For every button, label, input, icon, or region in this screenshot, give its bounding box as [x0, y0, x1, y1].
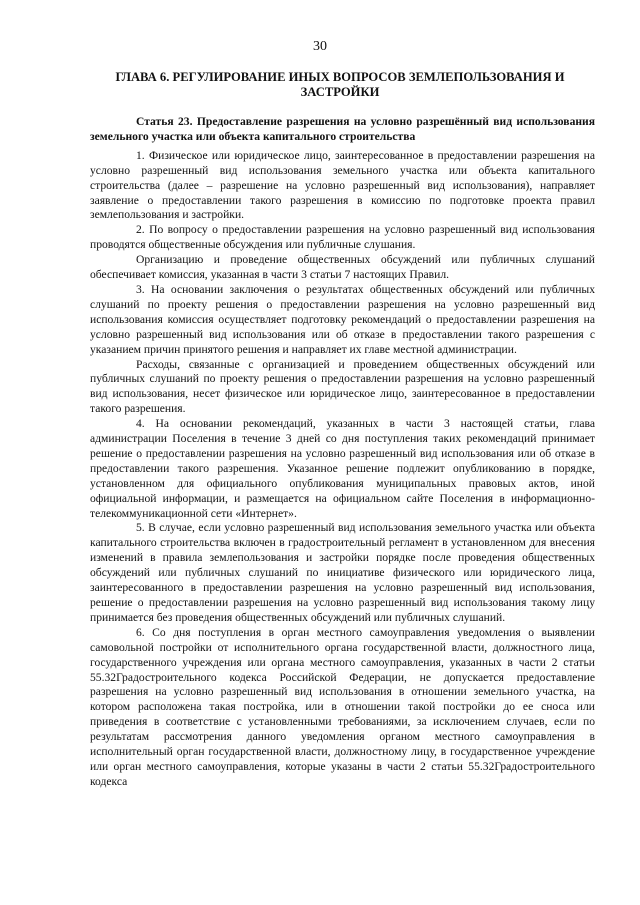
paragraph: 6. Со дня поступления в орган местного самоуправления уведомления о выявлении самовольной постройки от исполнительного органа государственной власти, должностного лица, государственного учреждения или органа местного самоуправления, указанных в части 2 статьи 55.32Градостроительного кодекса Российской Федерации, не допускается предоставление разрешения на условно разрешенный вид использования в отношении земельного участка, на котором расположена такая постройка, или в отношении такой постройки до ее сноса или приведения в соответствие с установленными требованиями, за исключением случаев, если по результатам рассмотрения данного уведомления органом местного самоуправления в исполнительный орган государственной власти, должностному лицу, в государственное учреждение или орган местного самоуправления, которые указаны в части 2 статьи 55.32Градостроительного кодекса: [90, 625, 595, 788]
paragraph: 5. В случае, если условно разрешенный вид использования земельного участка или объекта капитального строительства включен в градостроительный регламент в установленном для внесения изменений в правила землепользования и застройки порядке после проведения общественных обсуждений или публичных слушаний по инициативе физического или юридического лица, заинтересованного в предоставлении разрешения на условно разрешенный вид использования, решение о предоставлении разрешения на условно разрешенный вид использования такому лицу принимается без проведения общественных обсуждений или публичных слушаний.: [90, 521, 595, 624]
paragraph: 2. По вопросу о предоставлении разрешения на условно разрешенный вид использования проводятся общественные обсуждения или публичные слушания.: [90, 223, 595, 252]
paragraph: Расходы, связанные с организацией и проведением общественных обсуждений или публичных слушаний по проекту решения о предоставлении разрешения на условно разрешенный вид использования, несет физическое или юридическое лицо, заинтересованное в предоставлении такого разрешения.: [90, 357, 595, 416]
chapter-title: ГЛАВА 6. РЕГУЛИРОВАНИЕ ИНЫХ ВОПРОСОВ ЗЕМЛЕПОЛЬЗОВАНИЯ И ЗАСТРОЙКИ: [115, 70, 565, 99]
document-body: [90, 115, 595, 790]
paragraph: 4. На основании рекомендаций, указанных в части 3 настоящей статьи, глава администрации Поселения в течение 3 дней со дня поступления таких рекомендаций принимает решение о предоставлении разрешения на условно разрешенный вид использования или об отказе в предоставлении такого разрешения. Указанное решение подлежит опубликованию в порядке, установленном для официального опубликования муниципальных правовых актов, иной официальной информации, и размещается на официальном сайте Поселения в информационно-телекоммуникационной сети «Интернет».: [90, 417, 595, 520]
paragraph: Организацию и проведение общественных обсуждений или публичных слушаний обеспечивает комиссия, указанная в части 3 статьи 7 настоящих Правил.: [90, 253, 595, 282]
paragraph: 3. На основании заключения о результатах общественных обсуждений или публичных слушаний по проекту решения о предоставлении разрешения на условно разрешенный вид использования комиссия осуществляет подготовку рекомендаций о предоставлении разрешения на условно разрешенный вид использования или об отказе в предоставлении такого разрешения с указанием причин принятого решения и направляет их главе местной администрации.: [90, 282, 595, 356]
article-title: Статья 23. Предоставление разрешения на условно разрешённый вид использования земельного участка или объекта капитального строительства: [90, 115, 595, 143]
paragraph: 1. Физическое или юридическое лицо, заинтересованное в предоставлении разрешения на условно разрешенный вид использования земельного участка или объекта капитального строительства (далее – разрешение на условно разрешенный вид использования), направляет заявление о предоставлении такого разрешения в комиссию по подготовке проекта правил землепользования и застройки.: [90, 148, 595, 222]
page-number: 30: [313, 39, 327, 54]
